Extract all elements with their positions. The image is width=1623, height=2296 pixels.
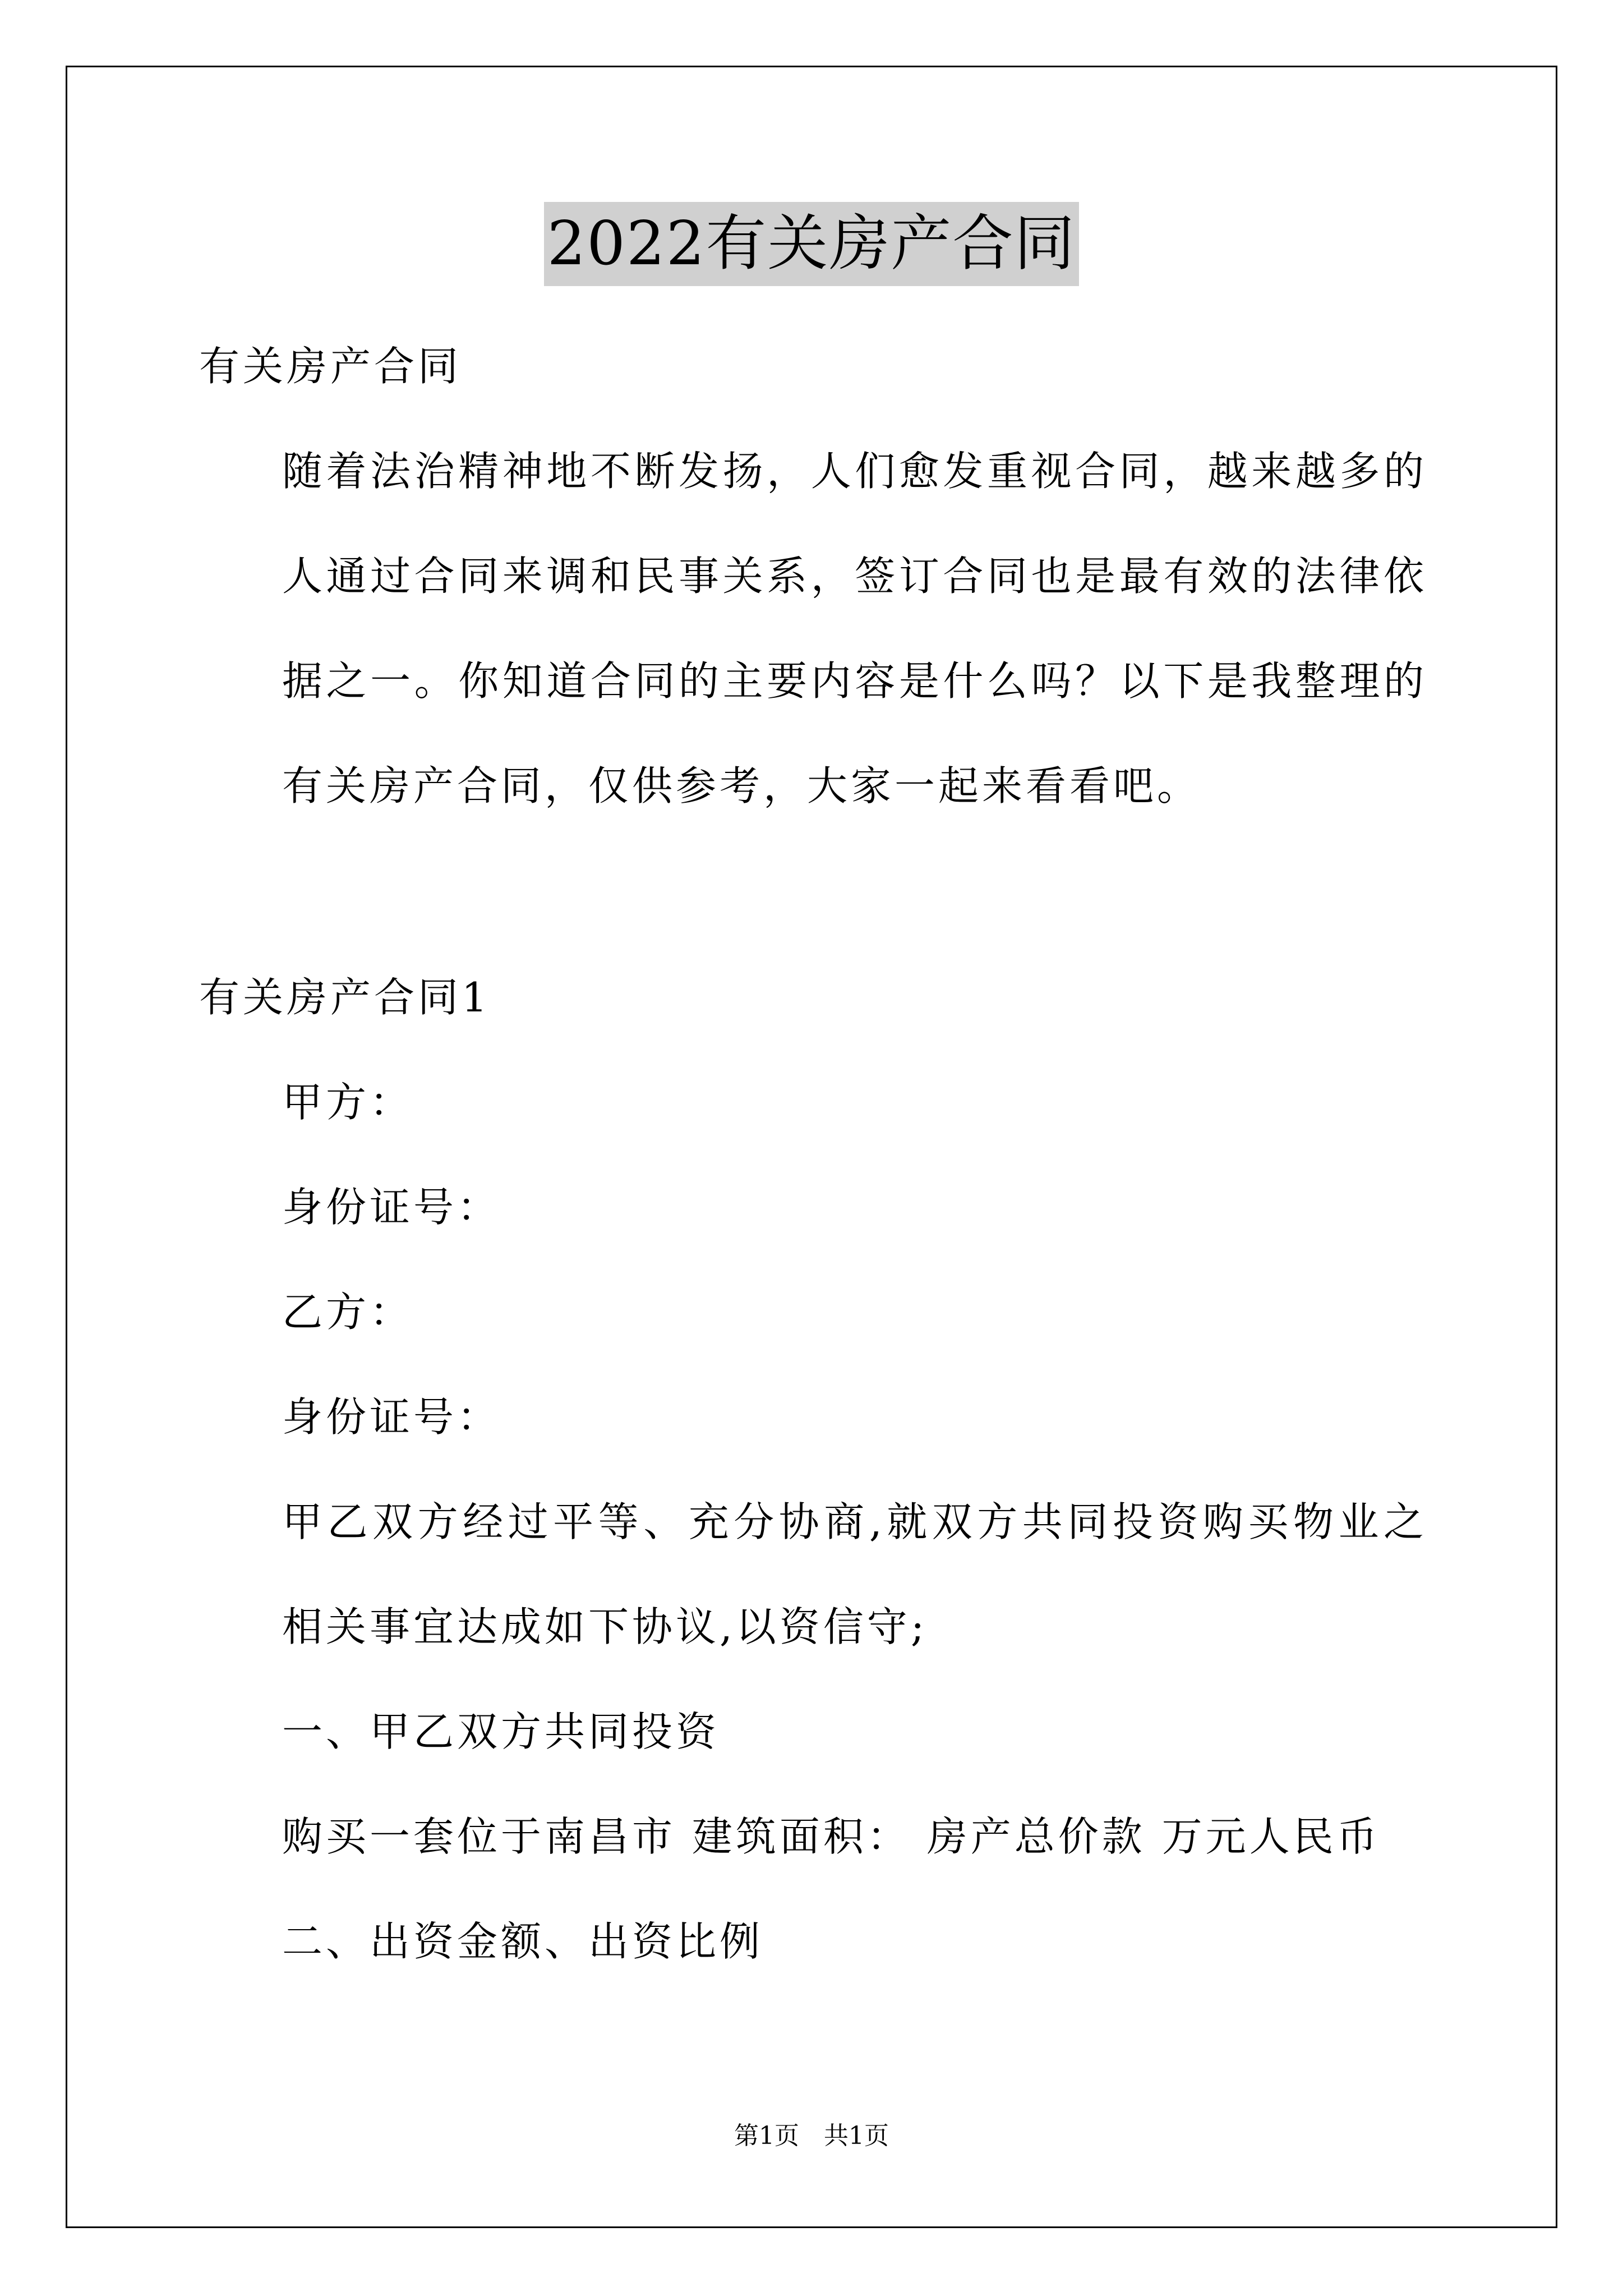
document-title: 2022有关房产合同 [544,202,1080,286]
clause-2-title: 二、出资金额、出资比例 [282,1918,764,1965]
party-a-label: 甲方： [282,1079,414,1126]
clause-1-title: 一、甲乙双方共同投资 [282,1708,720,1755]
party-b-id-label: 身份证号： [282,1393,501,1441]
clause-1-body: 购买一套位于南昌市 建筑面积： 房产总价款 万元人民币 [282,1813,1381,1860]
intro-paragraph: 随着法治精神地不断发扬，人们愈发重视合同，越来越多的人通过合同来调和民事关系，签订合同也是最有效的法律依据之一。你知道合同的主要内容是什么吗？以下是我整理的有关房产合同，仅供参考，大家一起来看看吧。 [282,448,1427,809]
intro-heading: 有关房产合同 [199,343,462,390]
document-body [199,314,1427,1994]
page-footer [0,2119,1623,2153]
section-spacer [199,839,1427,945]
section-heading: 有关房产合同1 [199,974,491,1021]
title-container [0,202,1623,286]
party-b-label: 乙方： [282,1289,414,1336]
page-number: 第1页 共1页 [734,2122,889,2150]
agreement-paragraph: 甲乙双方经过平等、充分协商,就双方共同投资购买物业之相关事宜达成如下协议,以资信守; [282,1498,1427,1650]
party-a-id-label: 身份证号： [282,1184,501,1231]
